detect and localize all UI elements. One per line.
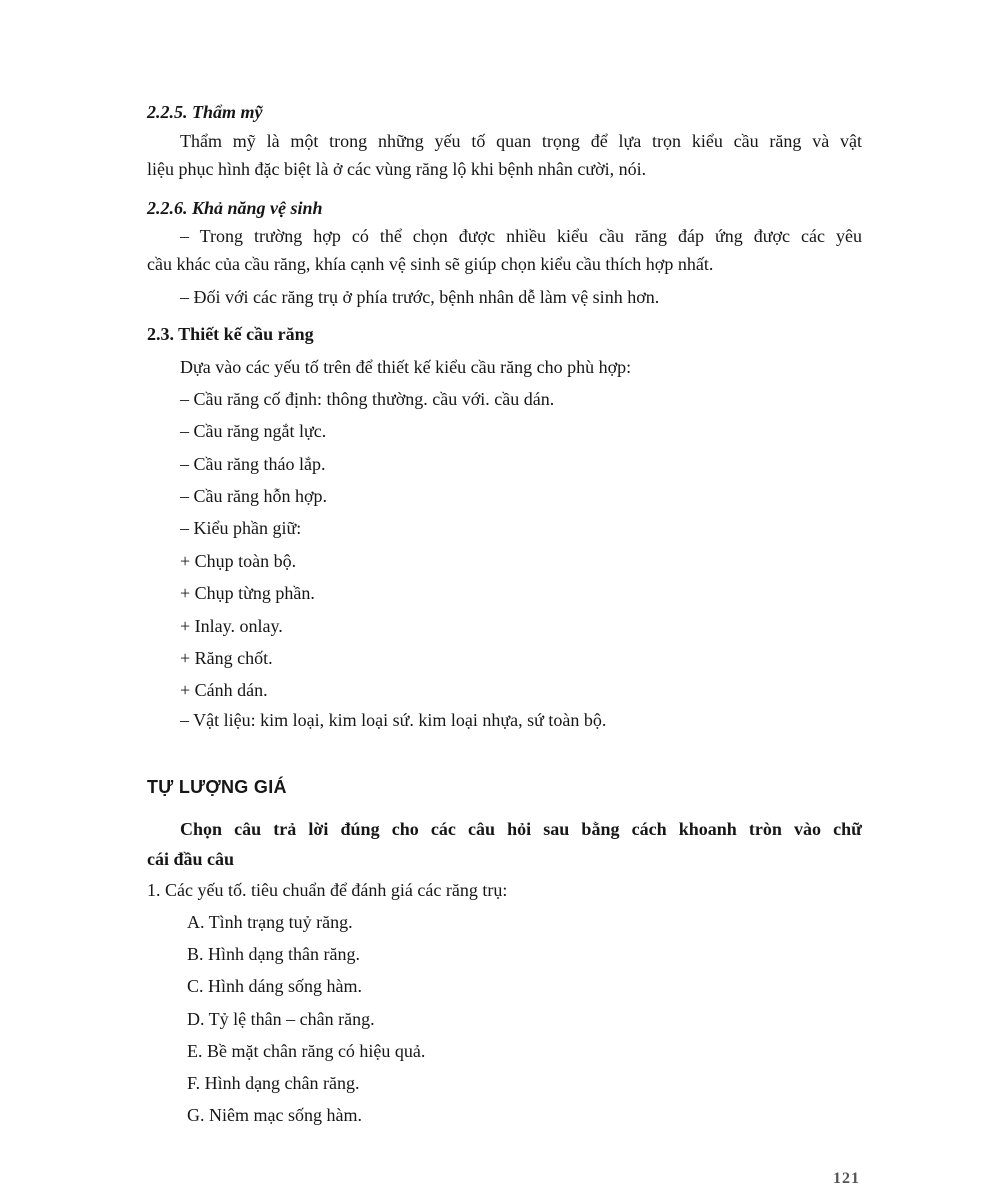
heading-2-3: 2.3. Thiết kế cầu răng	[147, 324, 314, 344]
paragraph-line: cầu khác của cầu răng, khía cạnh vệ sinh sẽ giúp chọn kiểu cầu thích hợp nhất.	[147, 254, 714, 274]
answer-option: F. Hình dạng chân răng.	[187, 1073, 360, 1093]
question-text: 1. Các yếu tố. tiêu chuẩn để đánh giá các răng trụ:	[147, 880, 508, 900]
list-item: + Inlay. onlay.	[180, 616, 283, 636]
list-item: – Cầu răng hỗn hợp.	[180, 486, 327, 506]
answer-option: C. Hình dáng sống hàm.	[187, 976, 362, 996]
page-number: 121	[833, 1170, 860, 1187]
paragraph-line: liệu phục hình đặc biệt là ở các vùng răng lộ khi bệnh nhân cười, nói.	[147, 159, 647, 179]
instruction-line: cái đầu câu	[147, 849, 235, 869]
list-item: – Cầu răng tháo lắp.	[180, 454, 326, 474]
list-item: + Chụp từng phần.	[180, 583, 315, 603]
answer-option: A. Tình trạng tuỷ răng.	[187, 912, 353, 932]
answer-option: B. Hình dạng thân răng.	[187, 944, 360, 964]
self-test-heading: TỰ LƯỢNG GIÁ	[147, 777, 287, 797]
answer-option: D. Tỷ lệ thân – chân răng.	[187, 1009, 375, 1029]
paragraph-line: – Đối với các răng trụ ở phía trước, bệnh nhân dễ làm vệ sinh hơn.	[180, 287, 660, 307]
heading-2-2-5: 2.2.5. Thẩm mỹ	[147, 102, 263, 122]
answer-option: E. Bề mặt chân răng có hiệu quả.	[187, 1041, 426, 1061]
instruction-line: Chọn câu trả lời đúng cho các câu hỏi sau bằng cách khoanh tròn vào chữ	[180, 819, 862, 839]
answer-option: G. Niêm mạc sống hàm.	[187, 1105, 362, 1125]
paragraph-line: – Trong trường hợp có thể chọn được nhiều kiểu cầu răng đáp ứng được các yêu	[180, 226, 862, 246]
paragraph-line: Dựa vào các yếu tố trên để thiết kế kiểu cầu răng cho phù hợp:	[180, 357, 632, 377]
list-item: + Cánh dán.	[180, 680, 268, 700]
list-item: – Vật liệu: kim loại, kim loại sứ. kim loại nhựa, sứ toàn bộ.	[180, 710, 607, 730]
list-item: – Cầu răng ngắt lực.	[180, 421, 327, 441]
list-item: + Chụp toàn bộ.	[180, 551, 297, 571]
list-item: – Cầu răng cố định: thông thường. cầu với. cầu dán.	[180, 389, 555, 409]
list-item: + Răng chốt.	[180, 648, 273, 668]
paragraph-line: Thẩm mỹ là một trong những yếu tố quan trọng để lựa trọn kiểu cầu răng và vật	[180, 131, 862, 151]
heading-2-2-6: 2.2.6. Khả năng vệ sinh	[147, 198, 323, 218]
list-item: – Kiểu phần giữ:	[180, 518, 302, 538]
